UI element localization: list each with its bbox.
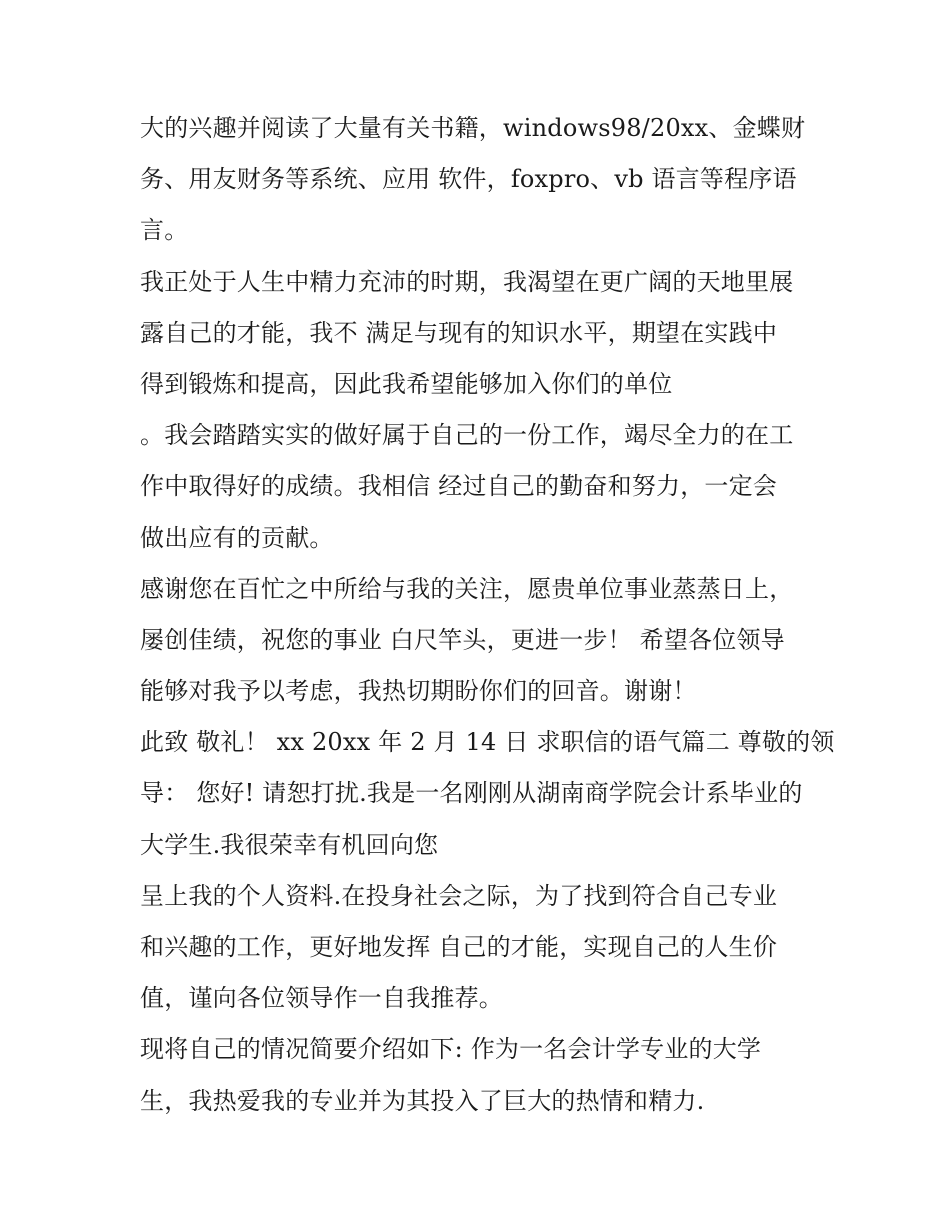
- text-line: 大的兴趣并阅读了大量有关书籍，windows98/20xx、金蝶财: [140, 114, 806, 142]
- text-line: 务、用友财务等系统、应用 软件，foxpro、vb 语言等程序语: [140, 165, 797, 194]
- text-line: 感谢您在百忙之中所给与我的关注，愿贵单位事业蒸蒸日上，: [140, 574, 794, 603]
- text-line: 得到锻炼和提高，因此我希望能够加入你们的单位: [140, 369, 673, 398]
- text-line: 此致 敬礼！ xx 20xx 年 2 月 14 日 求职信的语气篇二 尊敬的领: [140, 728, 835, 757]
- text-line: 露自己的才能，我不 满足与现有的知识水平，期望在实践中: [140, 318, 778, 347]
- text-line: 生，我热爱我的专业并为其投入了巨大的热情和精力.: [140, 1086, 705, 1115]
- text-line: 屡创佳绩，祝您的事业 白尺竿头，更进一步！ 希望各位领导: [140, 625, 785, 654]
- text-line: 。我会踏踏实实的做好属于自己的一份工作，竭尽全力的在工: [140, 421, 794, 450]
- text-line: 现将自己的情况简要介绍如下: 作为一名会计学专业的大学: [140, 1035, 762, 1064]
- text-line: 大学生.我很荣幸有机回向您: [140, 830, 439, 859]
- text-line: 能够对我予以考虑，我热切期盼你们的回音。谢谢！: [140, 677, 697, 706]
- text-line: 呈上我的个人资料.在投身社会之际，为了找到符合自己专业: [140, 881, 778, 910]
- text-line: 言。: [140, 216, 189, 245]
- text-line: 做出应有的贡献。: [140, 523, 334, 552]
- document-body: [140, 103, 835, 1127]
- text-line: 作中取得好的成绩。我相信 经过自己的勤奋和努力，一定会: [140, 472, 778, 501]
- text-line: 导： 您好! 请恕打扰.我是一名刚刚从湖南商学院会计系毕业的: [140, 779, 803, 808]
- text-line: 我正处于人生中精力充沛的时期，我渴望在更广阔的天地里展: [140, 267, 794, 296]
- text-line: 和兴趣的工作，更好地发挥 自己的才能，实现自己的人生价: [140, 933, 778, 961]
- text-line: 值，谨向各位领导作一自我推荐。: [140, 984, 503, 1013]
